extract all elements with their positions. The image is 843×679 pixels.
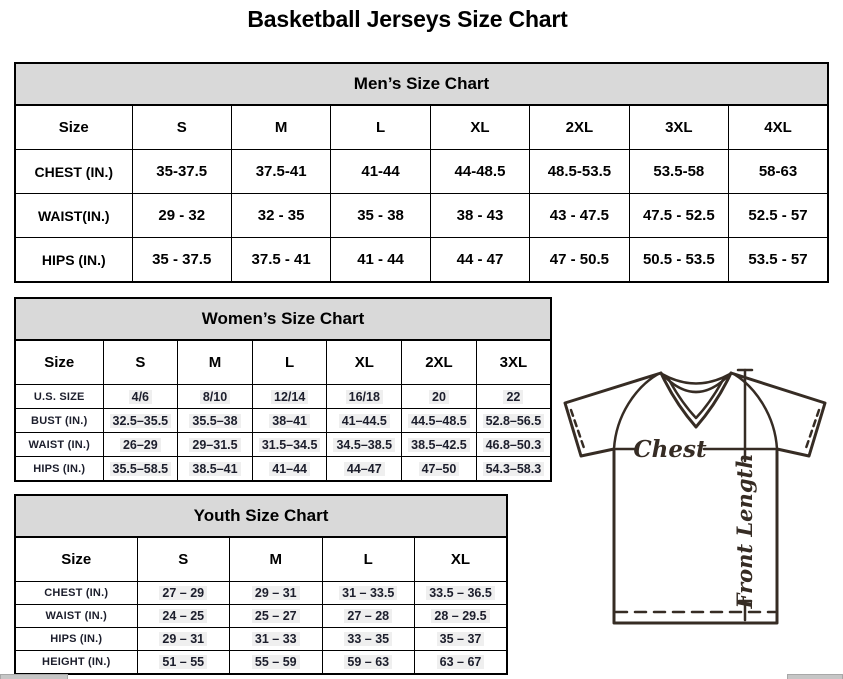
chest-label: Chest [633,436,707,463]
cell: 41-44 [331,150,430,194]
column-header: 3XL [476,340,551,385]
cell: 29–31.5 [178,433,253,457]
cell: 37.5 - 41 [231,238,330,283]
cell: 33.5 – 36.5 [415,582,508,605]
cell: 33 – 35 [322,628,415,651]
cell: 54.3–58.3 [476,457,551,482]
column-header: M [231,105,330,150]
cell: 26–29 [103,433,178,457]
youth-table-title: Youth Size Chart [15,495,507,537]
row-label: CHEST (IN.) [15,582,137,605]
cell: 58-63 [729,150,828,194]
row-label: HIPS (IN.) [15,457,103,482]
cell: 38.5–42.5 [402,433,477,457]
youth-header-row [15,537,507,582]
column-header: L [322,537,415,582]
cell: 41–44.5 [327,409,402,433]
cell: 32.5–35.5 [103,409,178,433]
cell: 4/6 [103,385,178,409]
column-header: 2XL [530,105,629,150]
mens-size-table [14,62,829,283]
cell: 34.5–38.5 [327,433,402,457]
row-label: HEIGHT (IN.) [15,651,137,675]
column-header: XL [415,537,508,582]
column-header: S [137,537,230,582]
column-header: M [230,537,323,582]
cell: 35.5–38 [178,409,253,433]
row-label: U.S. SIZE [15,385,103,409]
cell: 53.5-58 [629,150,728,194]
cell: 47.5 - 52.5 [629,194,728,238]
cell: 27 – 29 [137,582,230,605]
youth-size-table [14,494,508,675]
cell: 38.5–41 [178,457,253,482]
table-row [15,194,828,238]
column-header: 2XL [402,340,477,385]
table-row [15,605,507,628]
row-label: WAIST(IN.) [15,194,132,238]
cell: 44.5–48.5 [402,409,477,433]
front-length-label: Front Length [732,453,757,609]
column-header: L [331,105,430,150]
cell: 35 - 37.5 [132,238,231,283]
cell: 41 - 44 [331,238,430,283]
column-header: Size [15,537,137,582]
cell: 35-37.5 [132,150,231,194]
table-row [15,628,507,651]
cell: 8/10 [178,385,253,409]
cell: 22 [476,385,551,409]
cell: 50.5 - 53.5 [629,238,728,283]
h-scrollbar-thumb-left[interactable] [0,674,68,679]
cell: 59 – 63 [322,651,415,675]
cell: 35.5–58.5 [103,457,178,482]
cell: 44–47 [327,457,402,482]
cell: 37.5-41 [231,150,330,194]
cell: 35 – 37 [415,628,508,651]
cell: 52.5 - 57 [729,194,828,238]
cell: 38–41 [252,409,327,433]
row-label: HIPS (IN.) [15,628,137,651]
column-header: L [252,340,327,385]
table-row [15,150,828,194]
column-header: XL [430,105,529,150]
row-label: HIPS (IN.) [15,238,132,283]
column-header: XL [327,340,402,385]
h-scrollbar-thumb-right[interactable] [787,674,843,679]
cell: 47 - 50.5 [530,238,629,283]
cell: 29 – 31 [230,582,323,605]
cell: 46.8–50.3 [476,433,551,457]
cell: 29 – 31 [137,628,230,651]
row-label: WAIST (IN.) [15,605,137,628]
cell: 38 - 43 [430,194,529,238]
column-header: 3XL [629,105,728,150]
cell: 24 – 25 [137,605,230,628]
cell: 29 - 32 [132,194,231,238]
cell: 12/14 [252,385,327,409]
column-header: Size [15,340,103,385]
table-row [15,409,551,433]
column-header: M [178,340,253,385]
cell: 51 – 55 [137,651,230,675]
womens-header-row [15,340,551,385]
cell: 16/18 [327,385,402,409]
page-title: Basketball Jerseys Size Chart [247,6,568,32]
cell: 25 – 27 [230,605,323,628]
table-row [15,385,551,409]
jersey-measurement-diagram [556,361,834,629]
column-header: Size [15,105,132,150]
cell: 31.5–34.5 [252,433,327,457]
cell: 63 – 67 [415,651,508,675]
mens-header-row [15,105,828,150]
column-header: S [132,105,231,150]
cell: 35 - 38 [331,194,430,238]
cell: 27 – 28 [322,605,415,628]
table-row [15,651,507,675]
cell: 48.5-53.5 [530,150,629,194]
womens-table-title: Women’s Size Chart [15,298,551,340]
table-row [15,433,551,457]
womens-size-table [14,297,552,482]
cell: 44-48.5 [430,150,529,194]
jersey-outline-drawing [556,361,834,629]
cell: 43 - 47.5 [530,194,629,238]
row-label: CHEST (IN.) [15,150,132,194]
row-label: BUST (IN.) [15,409,103,433]
cell: 44 - 47 [430,238,529,283]
cell: 28 – 29.5 [415,605,508,628]
column-header: S [103,340,178,385]
cell: 31 – 33 [230,628,323,651]
table-row [15,238,828,283]
cell: 53.5 - 57 [729,238,828,283]
cell: 55 – 59 [230,651,323,675]
table-row [15,457,551,482]
row-label: WAIST (IN.) [15,433,103,457]
cell: 32 - 35 [231,194,330,238]
table-row [15,582,507,605]
mens-table-title: Men’s Size Chart [15,63,828,105]
cell: 20 [402,385,477,409]
cell: 41–44 [252,457,327,482]
cell: 47–50 [402,457,477,482]
column-header: 4XL [729,105,828,150]
cell: 31 – 33.5 [322,582,415,605]
cell: 52.8–56.5 [476,409,551,433]
